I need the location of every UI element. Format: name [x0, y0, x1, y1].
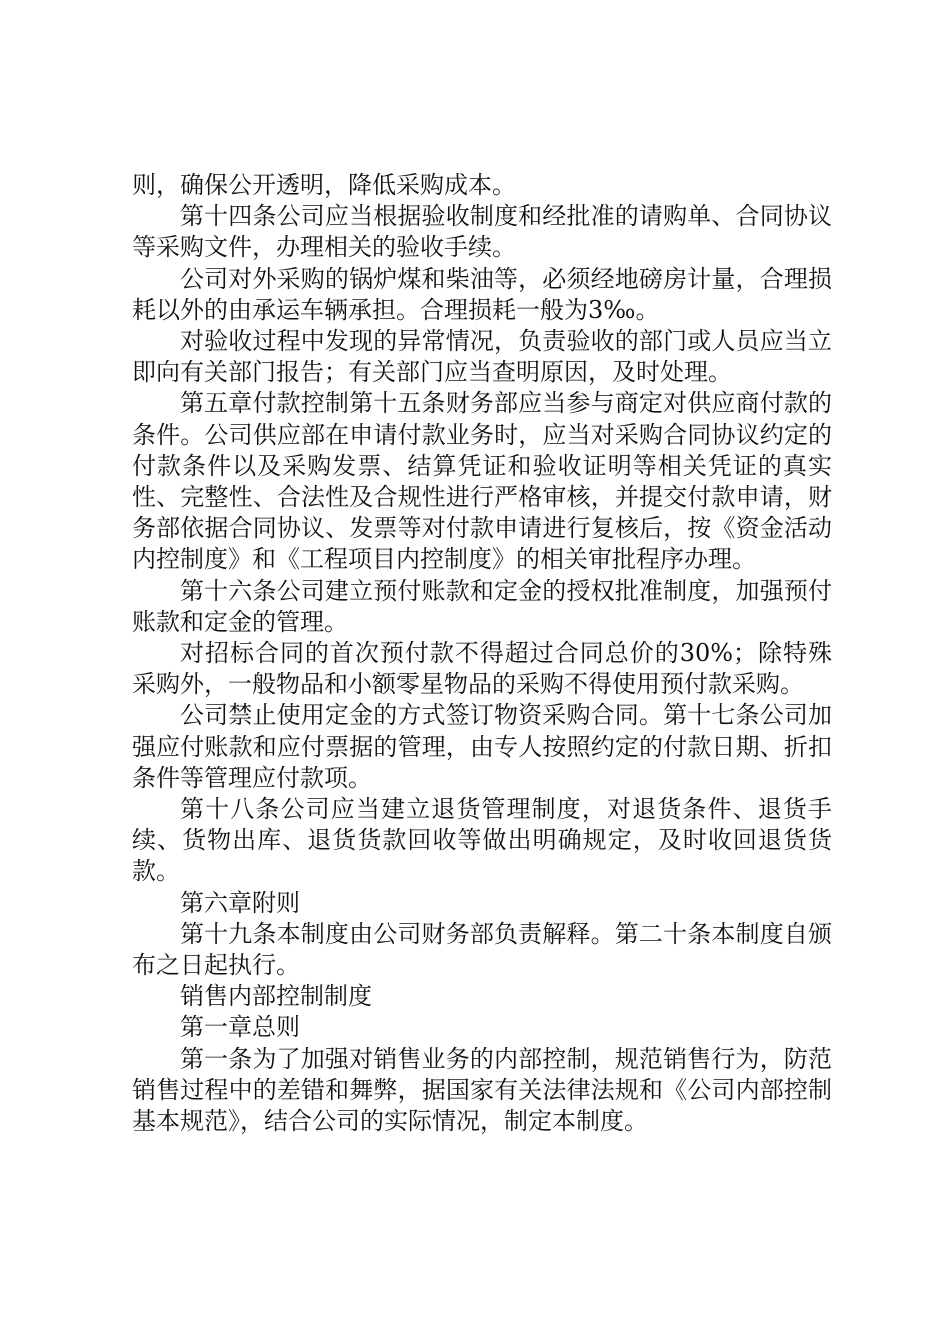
paragraph-article-16: 第十六条公司建立预付账款和定金的授权批准制度，加强预付账款和定金的管理。 [132, 576, 832, 636]
paragraph-deposit-ban-article-17: 公司禁止使用定金的方式签订物资采购合同。第十七条公司加强应付账款和应付票据的管理，由专人按照约定的付款日期、折扣条件等管理应付款项。 [132, 701, 832, 792]
document-body [132, 170, 832, 1137]
paragraph-article-1: 第一条为了加强对销售业务的内部控制，规范销售行为，防范销售过程中的差错和舞弊，据国家有关法律法规和《公司内部控制基本规范》，结合公司的实际情况，制定本制度。 [132, 1044, 832, 1136]
paragraph-article-18: 第十八条公司应当建立退货管理制度，对退货条件、退货手续、货物出库、退货货款回收等做出明确规定，及时收回退货货款。 [132, 795, 832, 886]
paragraph-coal-diesel: 公司对外采购的锅炉煤和柴油等，必须经地磅房计量，合理损耗以外的由承运车辆承担。合理损耗一般为3‰。 [132, 264, 832, 324]
paragraph-inspection-anomaly: 对验收过程中发现的异常情况，负责验收的部门或人员应当立即向有关部门报告；有关部门应当查明原因，及时处理。 [132, 327, 832, 387]
heading-sales-control: 销售内部控制制度 [180, 982, 372, 1011]
paragraph-prepayment-limit: 对招标合同的首次预付款不得超过合同总价的30%；除特殊采购外，一般物品和小额零星物品的采购不得使用预付款采购。 [132, 639, 832, 699]
paragraph-article-19-20: 第十九条本制度由公司财务部负责解释。第二十条本制度自颁布之日起执行。 [132, 919, 832, 980]
paragraph-article-14: 第十四条公司应当根据验收制度和经批准的请购单、合同协议等采购文件，办理相关的验收手续。 [132, 202, 832, 262]
heading-chapter-1: 第一章总则 [180, 1013, 300, 1042]
heading-chapter-6: 第六章附则 [180, 888, 300, 917]
paragraph-chapter-5-article-15: 第五章付款控制第十五条财务部应当参与商定对供应商付款的条件。公司供应部在申请付款业务时，应当对采购合同协议约定的付款条件以及采购发票、结算凭证和验收证明等相关凭证的真实性、完整性、合法性及合规性进行严格审核，并提交付款申请，财务部依据合同协议、发票等对付款申请进行复核后，按《资金活动内控制度》和《工程项目内控制度》的相关审批程序办理。 [132, 389, 832, 574]
paragraph-continuation: 则，确保公开透明，降低采购成本。 [132, 171, 516, 199]
